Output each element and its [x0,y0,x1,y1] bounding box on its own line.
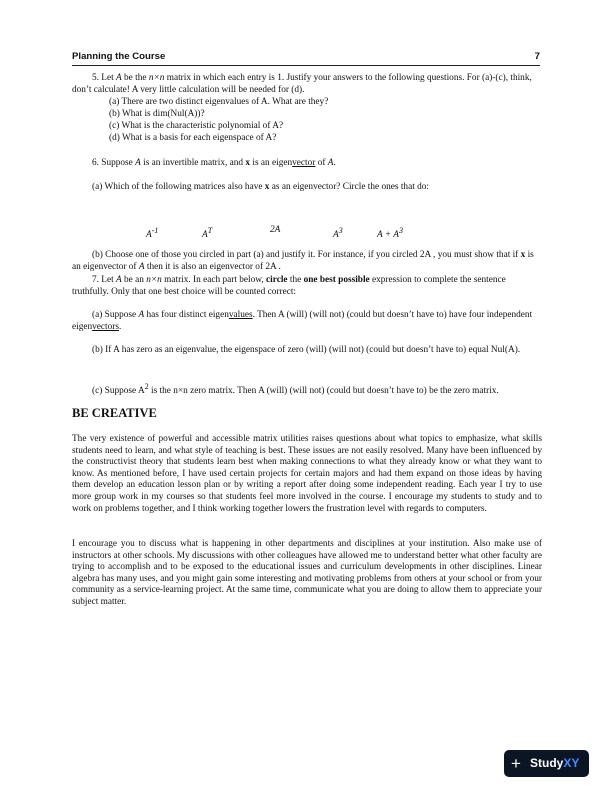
question-5-item: (d) What is a basis for each eigenspace of A? [109,133,277,143]
choice-2a: 2A [270,225,281,235]
question-7a: (a) Suppose A has four distinct eigenvalues. Then A (will) (will not) (could but doesn’t have to) have four independent eigenvectors. [72,310,533,332]
logo-wordmark: StudyXY [530,756,580,770]
section-heading: BE CREATIVE [72,406,157,420]
running-header-title: Planning the Course [72,51,166,62]
studyxy-logo [504,750,589,777]
question-5-item: (c) What is the characteristic polynomial of A? [109,121,284,131]
header-rule [72,65,540,66]
question-5: 5. Let A be the n×n matrix in which each entry is 1. Justify your answers to the following questions. For (a)-(c), think, don’t calculate! A very little calculation will be needed for (d). [72,73,532,95]
question-6: 6. Suppose A is an invertible matrix, and x is an eigenvector of A. [92,158,336,168]
section-paragraph: I encourage you to discuss what is happening in other departments and disciplines at your institution. Also make use of instructors at other schools. My discussions with other colleagues have allowed me to understand better what other faculty are trying to accomplish and to be exposed to the educational issues and curriculum developments in other disciplines. Linear algebra has many uses, and you might gain some interesting and motivating problems from others at your school or from your community as a service-learning project. At the same time, communicate what you are doing to allow them to appreciate your subject matter. [72,539,542,607]
question-5-item: (b) What is dim(Nul(A))? [109,109,205,119]
choice-a-cubed: $A^3$ [333,226,343,241]
choice-a-inverse: $A^{-1}$ [146,226,159,241]
question-7c: (c) Suppose $A^2$ is the n×n zero matrix. Then A (will) (will not) (could but doesn’t have to) be the zero matrix. [92,382,499,397]
section-paragraph: The very existence of powerful and accessible matrix utilities raises questions about what topics to emphasize, what skills students need to learn, and what style of teaching is best. These issues are not easily resolved. Many have been influenced by the constructivist theory that students learn best when making connections to what they already know or what they want to know. As mentioned before, I have used certain projects for certain majors and had them expand on those ideas by having them develop an education lesson plan or by writing a report after doing some independent reading. Each year I try to use more group work in my courses so that students feel more involved in the course. I encourage my students to study and to work on problems together, and I think working together lowers the frustration level with regards to computers. [72,434,542,514]
running-header [72,51,540,63]
question-7b: (b) If A has zero as an eigenvalue, the eigenspace of zero (will) (will not) (could but doesn’t have to) equal Nul(A). [92,345,521,355]
matrix-choices [0,225,612,241]
choice-a-plus-a-cubed: $A + A^3$ [377,226,403,241]
question-5-item: (a) There are two distinct eigenvalues of A. What are they? [109,97,329,107]
question-6b: (b) Choose one of those you circled in part (a) and justify it. For instance, if you circled 2A , you must show that if x is an eigenvector of A then it is also an eigenvector of 2A . [72,250,534,272]
choice-a-transpose: $A^T$ [202,226,213,241]
page-number: 7 [534,51,540,62]
question-7: 7. Let A be an n×n matrix. In each part below, circle the one best possible expression to complete the sentence truthfully. Only that one best choice will be counted correct: [72,275,506,297]
question-6a: (a) Which of the following matrices also have x as an eigenvector? Circle the ones that do: [92,182,429,192]
plus-icon: + [511,754,521,773]
